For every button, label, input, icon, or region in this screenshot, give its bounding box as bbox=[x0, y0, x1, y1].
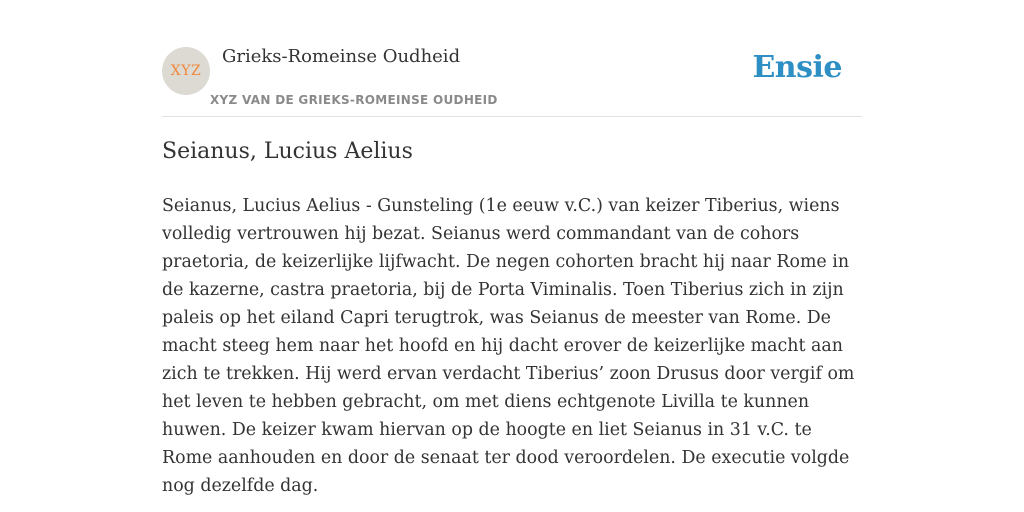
source-subtitle: XYZ VAN DE GRIEKS-ROMEINSE OUDHEID bbox=[210, 93, 498, 107]
entry-card bbox=[162, 0, 862, 496]
entry-title: Seianus, Lucius Aelius bbox=[162, 139, 413, 164]
ensie-logo-link[interactable]: Ensie bbox=[752, 50, 842, 85]
source-avatar[interactable]: XYZ bbox=[162, 47, 210, 95]
source-header bbox=[162, 0, 862, 117]
source-title[interactable]: Grieks-Romeinse Oudheid bbox=[222, 46, 461, 67]
entry-body: Seianus, Lucius Aelius - Gunsteling (1e eeuw v.C.) van keizer Tiberius, wiens volledig vertrouwen hij bezat. Seianus werd commandant van de cohors praetoria, de keizerlijke lijfwacht. De negen cohorten bracht hij naar Rome in de kazerne, castra praetoria, bij de Porta Viminalis. Toen Tiberius zich in zijn paleis op het eiland Capri terugtrok, was Seianus de meester van Rome. De macht steeg hem naar het hoofd en hij dacht erover de keizerlijke macht aan zich te trekken. Hij werd ervan verdacht Tiberius’ zoon Drusus door vergif om het leven te hebben gebracht, om met diens echtgenote Livilla te kunnen huwen. De keizer kwam hiervan op de hoogte en liet Seianus in 31 v.C. te Rome aanhouden en door de senaat ter dood veroordelen. De executie volgde nog dezelfde dag. bbox=[162, 196, 855, 496]
